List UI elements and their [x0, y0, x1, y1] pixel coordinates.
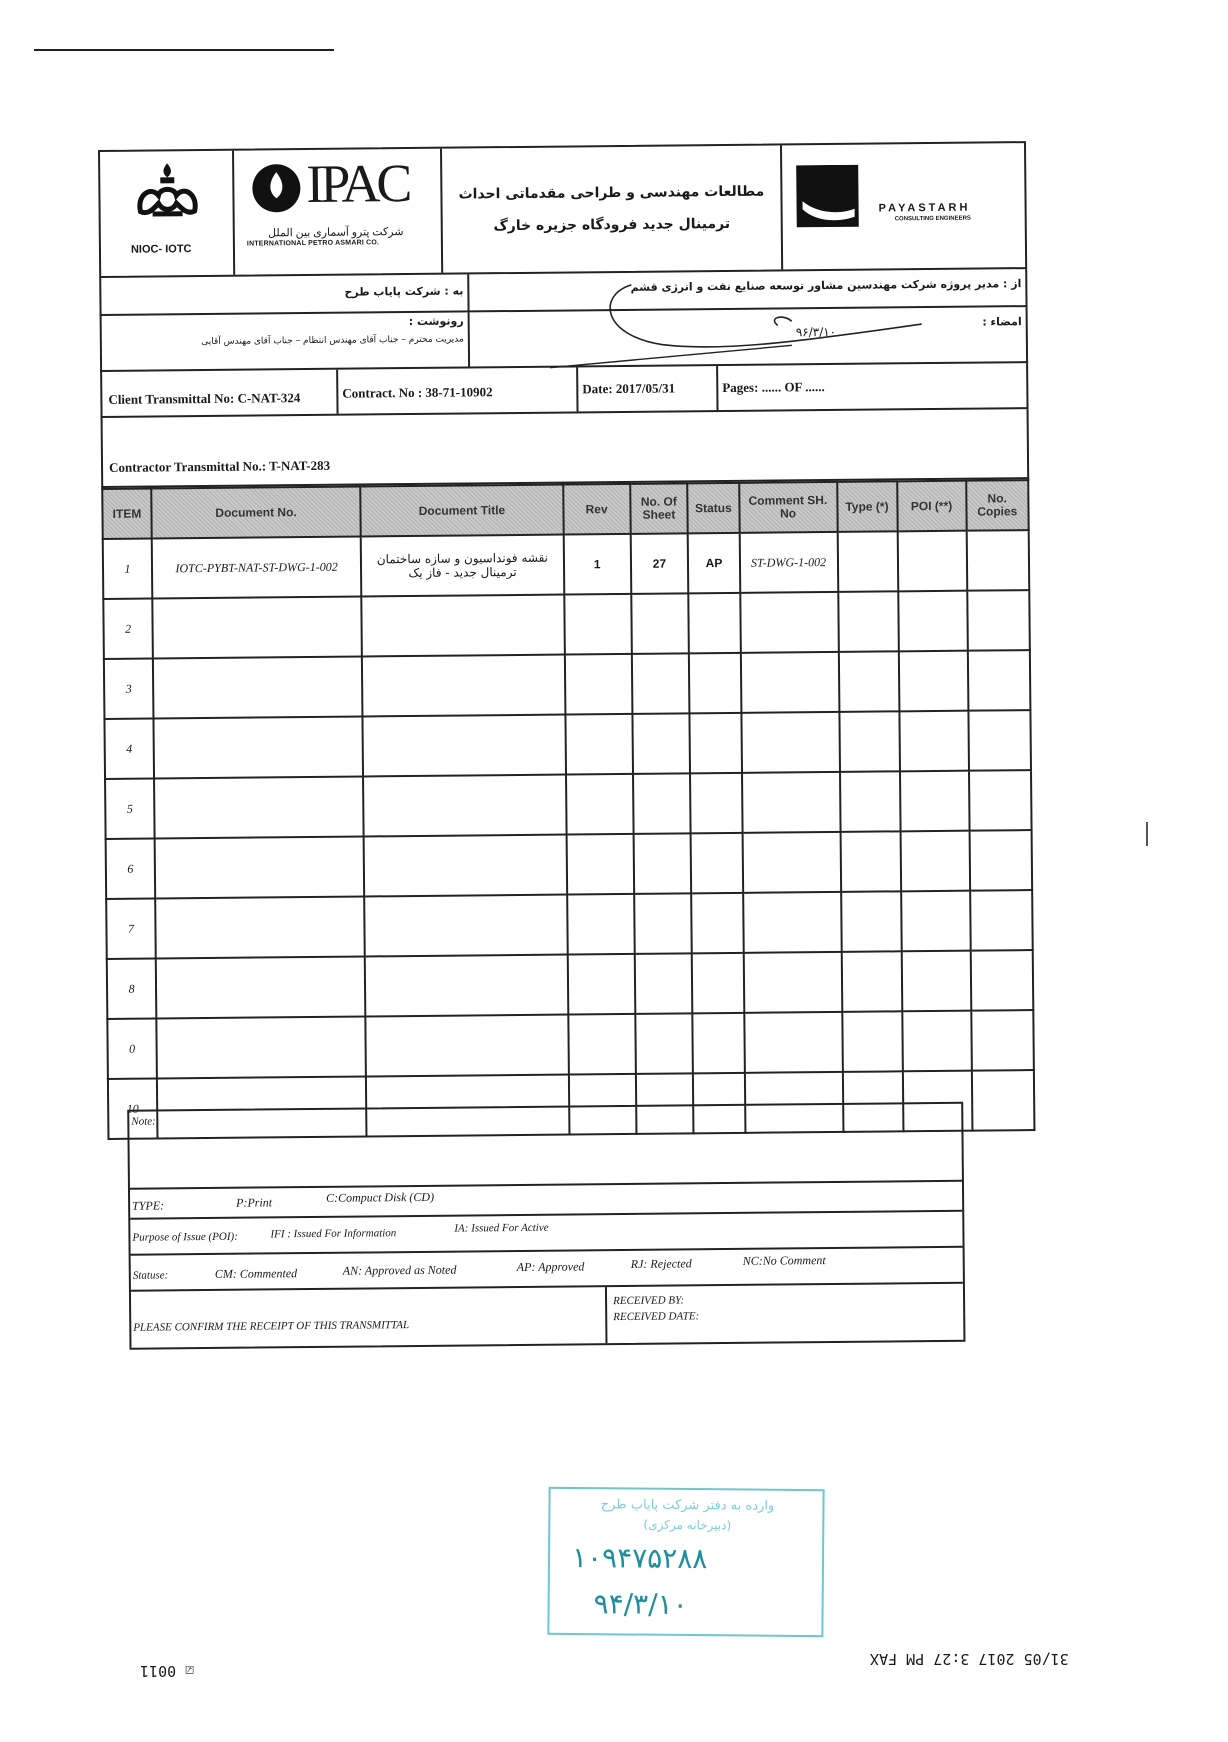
row-rev [568, 1014, 635, 1075]
client-transmittal: Client Transmittal No: C-NAT-324 [108, 390, 301, 407]
row-poi [897, 531, 967, 592]
cc-signature-row [100, 307, 1028, 372]
cc-label: رونوشت : [408, 314, 464, 329]
row-document-no [155, 896, 365, 958]
row-document-no [156, 1016, 366, 1078]
row-sheets [635, 1013, 693, 1074]
nioc-logo-cell [100, 151, 235, 276]
fax-page-number: ☑ 0011 [140, 1662, 195, 1680]
row-type [840, 771, 901, 832]
row-document-title [365, 955, 568, 1017]
stamp-date: ۹۴/۳/۱۰ [593, 1587, 688, 1622]
row-type [842, 1011, 903, 1072]
row-rev [567, 954, 634, 1015]
row-sheets: 27 [630, 533, 688, 594]
row-poi [898, 651, 968, 712]
pages-count: Pages: ...... OF ...... [722, 379, 825, 396]
row-copies [967, 590, 1030, 651]
row-status [692, 893, 744, 953]
meta-divider-3 [716, 366, 718, 410]
row-type [838, 651, 899, 712]
row-type [839, 711, 900, 772]
row-type [840, 831, 901, 892]
meta-divider-2 [576, 367, 578, 411]
margin-mark [1146, 822, 1148, 846]
row-poi [902, 1011, 972, 1072]
row-poi [900, 831, 970, 892]
row-item: 10 [108, 1078, 158, 1138]
row-status [689, 653, 741, 713]
received-by: RECEIVED BY: [613, 1294, 685, 1308]
fax-timestamp: 31/05 2017 3:27 PM FAX [870, 1650, 1069, 1668]
status-nc: NC:No Comment [742, 1253, 826, 1268]
contract-no: Contract. No : 38-71-10902 [342, 384, 493, 401]
row-document-title [366, 1015, 569, 1077]
col-document-no: Document No. [151, 486, 361, 538]
contractor-row [101, 409, 1030, 488]
row-sheets [633, 773, 691, 834]
row-copies [970, 950, 1033, 1011]
payastarh-logo-icon [792, 164, 883, 245]
row-copies [971, 1010, 1034, 1071]
to-from-divider [467, 274, 469, 310]
note-label: Note: [131, 1115, 156, 1128]
row-poi [898, 591, 968, 652]
row-poi [901, 951, 971, 1012]
confirm-divider [605, 1287, 608, 1343]
table-header-row [102, 480, 1028, 539]
contractor-transmittal: Contractor Transmittal No.: T-NAT-283 [108, 457, 331, 475]
row-comment-sh [740, 652, 839, 713]
row-rev: 1 [563, 534, 630, 595]
row-item: 2 [103, 598, 153, 658]
row-comment-sh: ST-DWG-1-002 [739, 532, 838, 593]
col-type: Type (*) [837, 481, 898, 532]
status-label: Statuse: [132, 1269, 169, 1282]
type-label: TYPE: [132, 1198, 165, 1213]
row-copies [971, 1070, 1034, 1131]
row-comment-sh [744, 1012, 843, 1073]
documents-table [101, 479, 1035, 1140]
transmittal-form [98, 141, 1026, 1334]
col-no-of-sheet: No. Of Sheet [630, 483, 688, 534]
nioc-flame-icon [100, 151, 235, 242]
ipac-subtitle-en: INTERNATIONAL PETRO ASMARI CO. [246, 239, 380, 248]
row-copies [968, 710, 1031, 771]
row-copies [969, 770, 1032, 831]
row-document-no [152, 596, 362, 658]
row-rev [564, 594, 631, 655]
row-rev [565, 714, 632, 775]
col-rev: Rev [563, 484, 630, 535]
row-comment-sh [743, 892, 842, 953]
table-row [107, 1010, 1034, 1079]
status-an: AN: Approved as Noted [342, 1262, 457, 1278]
row-rev [566, 834, 633, 895]
row-poi [900, 771, 970, 832]
signature-mark [541, 272, 942, 356]
row-type [838, 591, 899, 652]
row-copies [966, 530, 1029, 591]
poi-label: Purpose of Issue (POI): [132, 1230, 238, 1244]
table-row [107, 950, 1034, 1019]
row-comment-sh [741, 712, 840, 773]
row-document-no [154, 776, 364, 838]
from-field: از : مدیر پروژه شرکت مهندسین مشاور توسعه صنایع نفت و انرژی قشم [630, 277, 1022, 294]
meta-divider-1 [336, 370, 338, 414]
row-rev [566, 774, 633, 835]
row-status: AP [688, 533, 740, 593]
row-item: 4 [104, 718, 154, 778]
row-item: 7 [106, 898, 156, 958]
row-document-title [364, 895, 567, 957]
row-item: 6 [106, 838, 156, 898]
row-rev [565, 654, 632, 715]
col-status: Status [688, 483, 740, 533]
confirm-row [131, 1284, 963, 1348]
cc-text: مدیریت محترم – جناب آقای مهندس انتظام – جناب آقای مهندس آقایی [201, 334, 464, 348]
row-document-no [153, 656, 363, 718]
row-sheets [631, 593, 689, 654]
row-item: 5 [105, 778, 155, 838]
table-row [103, 590, 1030, 659]
row-document-no: IOTC-PYBT-NAT-ST-DWG-1-002 [152, 536, 362, 598]
row-sheets [631, 653, 689, 714]
type-cd: C:Compuct Disk (CD) [326, 1189, 435, 1205]
row-copies [970, 890, 1033, 951]
row-item: 0 [107, 1018, 157, 1078]
col-item: ITEM [102, 489, 151, 539]
status-cm: CM: Commented [214, 1266, 298, 1281]
payastarh-subtitle: CONSULTING ENGINEERS [894, 215, 971, 223]
row-comment-sh [740, 592, 839, 653]
row-comment-sh [743, 952, 842, 1013]
col-comment-sh-no: Comment SH. No [739, 482, 837, 533]
row-sheets [632, 713, 690, 774]
transmittal-date: Date: 2017/05/31 [582, 380, 676, 397]
note-row [129, 1104, 962, 1190]
row-document-title [363, 775, 566, 837]
col-no-copies: No. Copies [966, 480, 1029, 531]
ipac-logo-text: IPAC [306, 153, 409, 215]
row-document-title [362, 655, 565, 717]
row-comment-sh [742, 772, 841, 833]
project-title-cell [442, 145, 783, 272]
table-row [103, 530, 1030, 599]
row-copies [967, 650, 1030, 711]
row-copies [969, 830, 1032, 891]
nioc-label: NIOC- IOTC [130, 243, 192, 256]
row-status [690, 773, 742, 833]
project-title: مطالعات مهندسی و طراحی مقدماتی احداث ترمینال جدید فرودگاه جزیره خارگ [458, 183, 765, 235]
row-item: 3 [104, 658, 154, 718]
status-rj: RJ: Rejected [630, 1256, 692, 1271]
table-row [106, 890, 1033, 959]
cc-signature-divider [468, 312, 471, 366]
table-row [104, 710, 1031, 779]
table-row [105, 770, 1032, 839]
col-poi: POI (**) [897, 481, 966, 532]
ipac-logo-cell [234, 149, 443, 275]
row-status [689, 593, 741, 653]
legend-block [127, 1102, 965, 1350]
ipac-subtitle-fa: شرکت پترو آسماری بین الملل [268, 226, 404, 240]
signature-date: ۹۶/۳/۱۰ [795, 324, 837, 340]
row-document-no [153, 716, 363, 778]
row-document-no [155, 836, 365, 898]
row-sheets [633, 833, 691, 894]
row-rev [567, 894, 634, 955]
payastarh-logo-cell [782, 143, 1025, 269]
payastarh-name: PAYASTARH [878, 201, 971, 215]
received-stamp [547, 1487, 824, 1637]
row-status [691, 833, 743, 893]
row-comment-sh [742, 832, 841, 893]
row-type [841, 951, 902, 1012]
row-sheets [634, 953, 692, 1014]
row-status [693, 1013, 745, 1073]
row-document-title: نقشه فونداسیون و سازه ساختمان ترمینال جدید - فاز یک [361, 535, 564, 597]
row-type [837, 531, 898, 592]
table-row [106, 830, 1033, 899]
row-poi [899, 711, 969, 772]
type-print: P:Print [236, 1195, 273, 1210]
to-field: به : شرکت پایاب طرح [344, 284, 464, 299]
signature-label: امضاء : [982, 315, 1022, 329]
row-document-title [363, 715, 566, 777]
row-status [692, 953, 744, 1013]
row-sheets [634, 893, 692, 954]
top-rule [34, 49, 334, 51]
poi-ia: IA: Issued For Active [454, 1221, 549, 1235]
col-document-title: Document Title [360, 485, 563, 537]
received-date: RECEIVED DATE: [613, 1310, 700, 1324]
row-type [841, 891, 902, 952]
row-status [690, 713, 742, 773]
stamp-line-2: (دبیرخانه مرکزی) [643, 1517, 732, 1533]
poi-ifi: IFI : Issued For Information [270, 1227, 397, 1241]
form-header [98, 141, 1027, 278]
row-item: 8 [107, 958, 157, 1018]
stamp-number: ۱۰۹۴۷۵۲۸۸ [571, 1541, 708, 1576]
stamp-line-1: وارده به دفتر شرکت پایاب طرح [600, 1497, 775, 1514]
confirm-text: PLEASE CONFIRM THE RECEIPT OF THIS TRANSMITTAL [133, 1319, 410, 1334]
row-poi [901, 891, 971, 952]
status-ap: AP: Approved [516, 1259, 585, 1275]
row-item: 1 [103, 539, 153, 599]
table-row [104, 650, 1031, 719]
row-document-title [364, 835, 567, 897]
row-document-title [362, 595, 565, 657]
row-document-no [156, 956, 366, 1018]
